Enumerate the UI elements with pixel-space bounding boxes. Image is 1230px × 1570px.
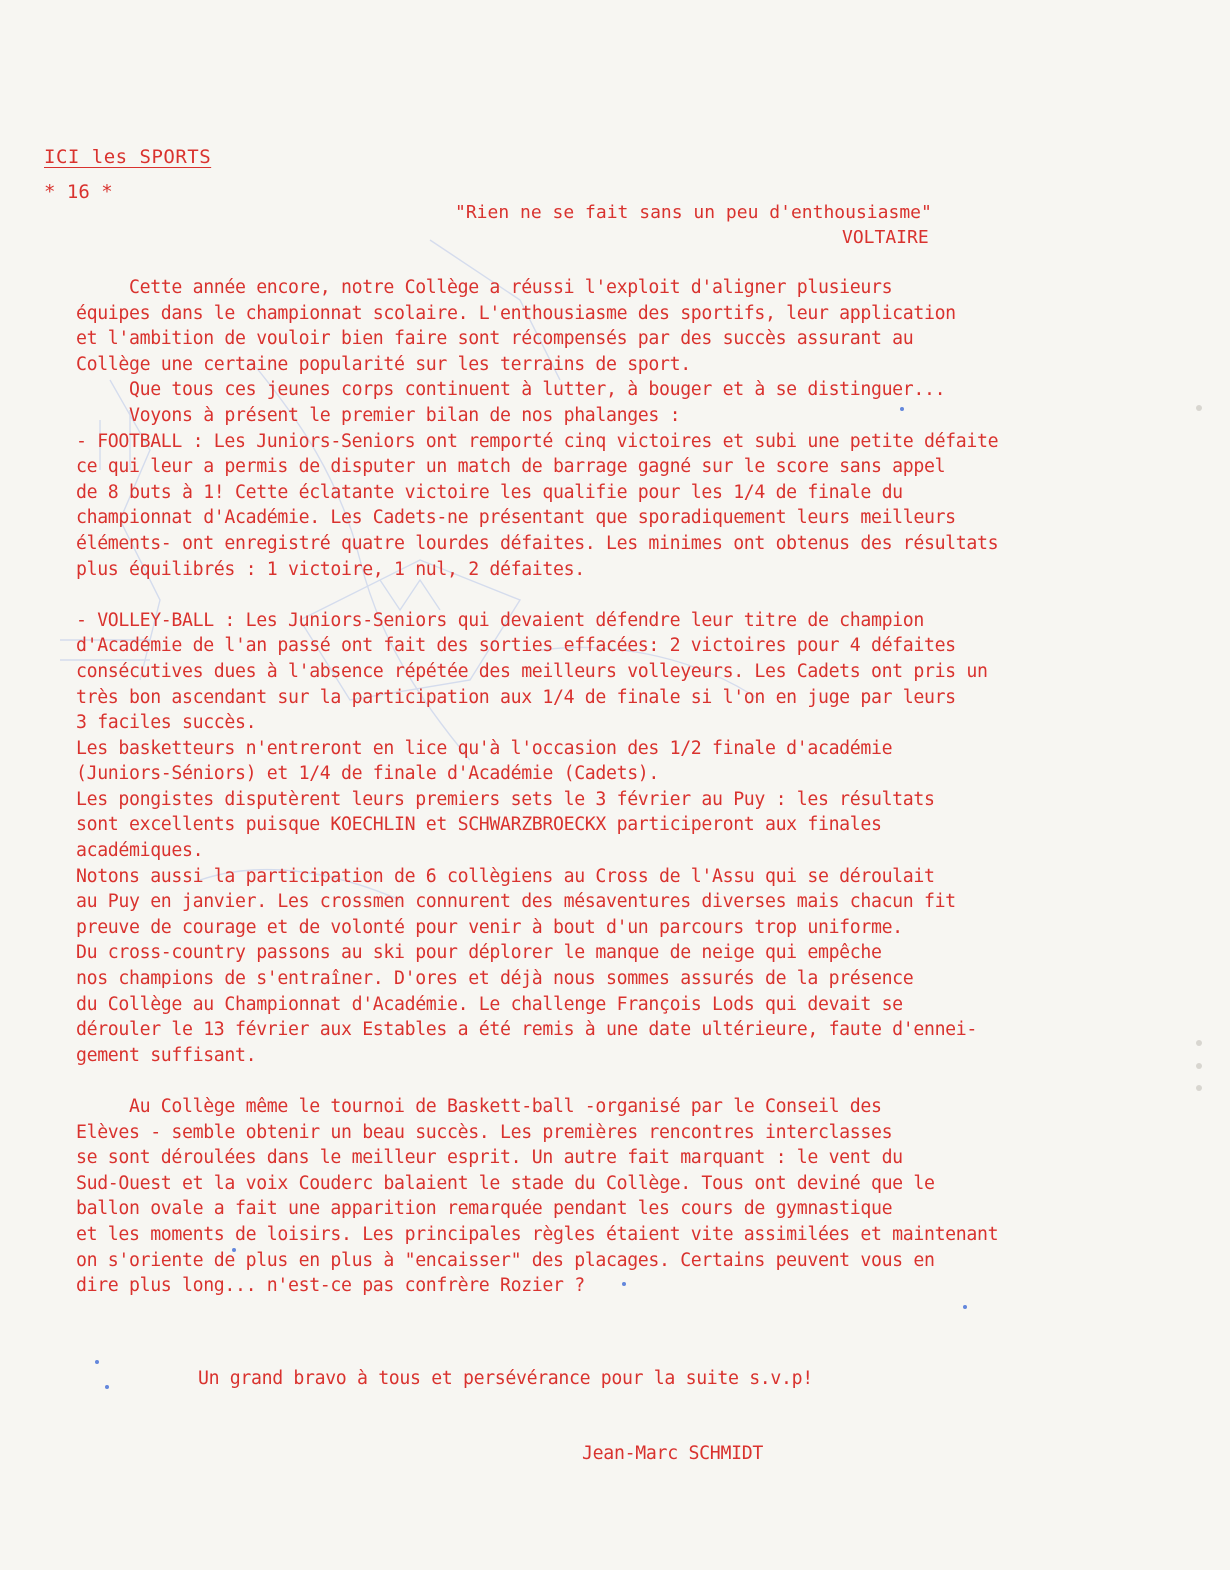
article-line: Notons aussi la participation de 6 collègiens au Cross de l'Assu qui se déroulait xyxy=(76,865,935,887)
page-number: * 16 * xyxy=(44,181,113,203)
article-line: sont excellents puisque KOECHLIN et SCHWARZBROECKX participeront aux finales xyxy=(76,814,882,836)
article-line: nos champions de s'entraîner. D'ores et déjà nous sommes assurés de la présence xyxy=(76,968,914,990)
article-line: Collège une certaine popularité sur les terrains de sport. xyxy=(76,353,691,375)
article-line: on s'oriente de plus en plus à "encaisser" des placages. Certains peuvent vous en xyxy=(76,1249,935,1271)
article-line: de 8 buts à 1! Cette éclatante victoire les qualifie pour les 1/4 de finale du xyxy=(76,481,903,503)
article-body xyxy=(76,275,1156,1299)
signature: Jean-Marc SCHMIDT xyxy=(582,1443,764,1464)
article-line: - VOLLEY-BALL : Les Juniors-Seniors qui devaient défendre leur titre de champion xyxy=(76,609,924,631)
article-line: dire plus long... n'est-ce pas confrère Rozier ? xyxy=(76,1275,585,1297)
article-line: équipes dans le championnat scolaire. L'enthousiasme des sportifs, leur application xyxy=(76,302,956,324)
ink-speck xyxy=(963,1305,967,1309)
ink-speck xyxy=(105,1385,109,1389)
article-line: Les pongistes disputèrent leurs premiers sets le 3 février au Puy : les résultats xyxy=(76,788,935,810)
article-line: d'Académie de l'an passé ont fait des sorties effacées: 2 victoires pour 4 défaites xyxy=(76,635,956,657)
article-line: dérouler le 13 février aux Estables a été remis à une date ultérieure, faute d'ennei- xyxy=(76,1019,977,1041)
article-line: académiques. xyxy=(76,840,204,862)
article-line xyxy=(76,1068,1156,1094)
article-line: - FOOTBALL : Les Juniors-Seniors ont remporté cinq victoires et subi une petite défaite xyxy=(76,430,999,452)
article-line: plus équilibrés : 1 victoire, 1 nul, 2 défaites. xyxy=(76,558,585,580)
article-line: consécutives dues à l'absence répétée des meilleurs volleyeurs. Les Cadets ont pris un xyxy=(76,660,988,682)
article-line: Voyons à présent le premier bilan de nos phalanges : xyxy=(76,404,681,426)
article-line: (Juniors-Séniors) et 1/4 de finale d'Académie (Cadets). xyxy=(76,763,659,785)
article-line: Sud-Ouest et la voix Couderc balaient le stade du Collège. Tous ont deviné que le xyxy=(76,1172,935,1194)
article-line: championnat d'Académie. Les Cadets-ne présentant que sporadiquement leurs meilleurs xyxy=(76,507,956,529)
section-title: ICI les SPORTS xyxy=(44,146,212,168)
article-line: Du cross-country passons au ski pour déplorer le manque de neige qui empêche xyxy=(76,942,882,964)
article-line: Au Collège même le tournoi de Baskett-ball -organisé par le Conseil des xyxy=(76,1096,882,1117)
article-line: Elèves - semble obtenir un beau succès. Les premières rencontres interclasses xyxy=(76,1121,893,1143)
article-line: du Collège au Championnat d'Académie. Le challenge François Lods qui devait se xyxy=(76,993,903,1015)
article-line: Cette année encore, notre Collège a réussi l'exploit d'aligner plusieurs xyxy=(76,277,893,298)
article-line: éléments- ont enregistré quatre lourdes défaites. Les minimes ont obtenus des résultats xyxy=(76,532,999,554)
article-line: au Puy en janvier. Les crossmen connurent des mésaventures diverses mais chacun fit xyxy=(76,891,956,913)
article-line: 3 faciles succès. xyxy=(76,712,257,734)
epigraph-author: VOLTAIRE xyxy=(842,227,929,248)
article-line: et les moments de loisirs. Les principales règles étaient vite assimilées et maintenant xyxy=(76,1223,999,1245)
article-line: Les basketteurs n'entreront en lice qu'à l'occasion des 1/2 finale d'académie xyxy=(76,737,893,759)
article-line: gement suffisant. xyxy=(76,1044,257,1066)
article-line: ballon ovale a fait une apparition remarquée pendant les cours de gymnastique xyxy=(76,1198,893,1220)
article-line: ce qui leur a permis de disputer un match de barrage gagné sur le score sans appel xyxy=(76,456,946,478)
punch-mark xyxy=(1196,1085,1202,1091)
article-line: preuve de courage et de volonté pour venir à bout d'un parcours trop uniforme. xyxy=(76,916,903,938)
article-line: très bon ascendant sur la participation aux 1/4 de finale si l'on en juge par leurs xyxy=(76,686,956,708)
punch-mark xyxy=(1196,1040,1202,1046)
punch-mark xyxy=(1196,1063,1202,1069)
ink-speck xyxy=(95,1360,99,1364)
punch-mark xyxy=(1196,405,1202,411)
epigraph-quote: "Rien ne se fait sans un peu d'enthousiasme" xyxy=(455,202,932,223)
article-line: se sont déroulées dans le meilleur esprit. Un autre fait marquant : le vent du xyxy=(76,1147,903,1169)
article-line: et l'ambition de vouloir bien faire sont récompensés par des succès assurant au xyxy=(76,328,914,350)
article-line: Que tous ces jeunes corps continuent à lutter, à bouger et à se distinguer... xyxy=(76,379,946,401)
article-line xyxy=(76,582,1156,608)
closing-line: Un grand bravo à tous et persévérance pour la suite s.v.p! xyxy=(198,1368,813,1389)
